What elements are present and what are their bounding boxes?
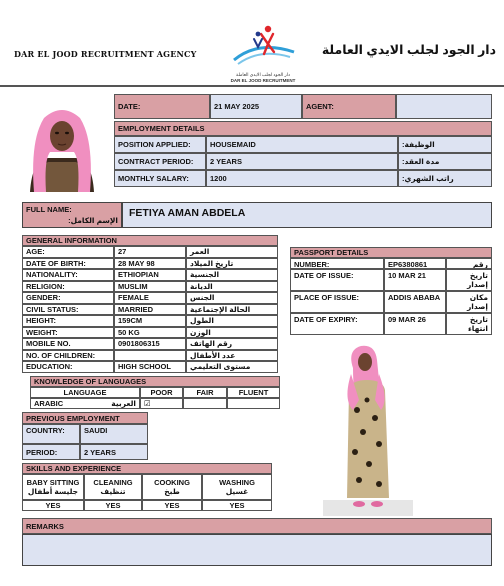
applicant-full-body-photo xyxy=(323,340,413,516)
agent-label: AGENT: xyxy=(302,94,396,119)
general-value-10: HIGH SCHOOL xyxy=(114,361,186,373)
logo-icon xyxy=(228,22,298,66)
general-ar-0: العمر xyxy=(186,246,278,258)
general-label-4: GENDER: xyxy=(22,292,114,304)
passport-label-2: PLACE OF ISSUE: xyxy=(290,291,384,313)
applicant-portrait-photo xyxy=(22,100,102,192)
passport-ar-1: تاريخ إصدار xyxy=(446,269,492,291)
general-ar-7: الوزن xyxy=(186,327,278,339)
passport-ar-0: رقم xyxy=(446,258,492,269)
passport-label-1: DATE OF ISSUE: xyxy=(290,269,384,291)
general-value-2: ETHIOPIAN xyxy=(114,269,186,281)
general-label-2: NATIONALITY: xyxy=(22,269,114,281)
previous-country-value: SAUDI xyxy=(80,424,148,444)
date-value: 21 MAY 2025 xyxy=(210,94,302,119)
passport-value-0: EP6380861 xyxy=(384,258,446,269)
passport-value-1: 10 MAR 21 xyxy=(384,269,446,291)
skill-3 xyxy=(202,474,272,500)
logo-text-en: DAR EL JOOD RECRUITMENT xyxy=(230,78,296,83)
skill-0-en: BABY SITTING xyxy=(26,478,80,487)
language-arabic-fluent xyxy=(227,398,280,409)
general-value-6: 159CM xyxy=(114,315,186,327)
skill-0 xyxy=(22,474,84,500)
employment-label-0: POSITION APPLIED: xyxy=(114,136,206,153)
agency-logo xyxy=(228,22,298,84)
skill-2-value: YES xyxy=(142,500,202,511)
employment-value-2: 1200 xyxy=(206,170,398,187)
general-ar-4: الجنس xyxy=(186,292,278,304)
agent-value xyxy=(396,94,492,119)
general-value-5: MARRIED xyxy=(114,304,186,316)
skill-0-ar: جليسة أطفال xyxy=(27,487,79,496)
passport-ar-2: مكان إصدار xyxy=(446,291,492,313)
header-divider xyxy=(0,85,504,87)
general-ar-8: رقم الهاتف xyxy=(186,338,278,350)
passport-ar-3: تاريخ انتهاء xyxy=(446,313,492,335)
skill-1-value: YES xyxy=(84,500,142,511)
general-label-5: CIVIL STATUS: xyxy=(22,304,114,316)
general-label-10: EDUCATION: xyxy=(22,361,114,373)
general-label-1: DATE OF BIRTH: xyxy=(22,258,114,270)
skill-3-ar: غسيل xyxy=(225,487,249,496)
general-ar-9: عدد الأطفال xyxy=(186,350,278,362)
full-name-label-box xyxy=(22,202,122,228)
language-arabic-en: ARABIC xyxy=(34,399,64,408)
passport-label-3: DATE OF EXPIRY: xyxy=(290,313,384,335)
skills-title: SKILLS AND EXPERIENCE xyxy=(22,463,272,474)
general-label-9: NO. OF CHILDREN: xyxy=(22,350,114,362)
general-value-7: 50 KG xyxy=(114,327,186,339)
languages-header-poor: POOR xyxy=(140,387,183,398)
general-value-9 xyxy=(114,350,186,362)
previous-country-label: COUNTRY: xyxy=(22,424,80,444)
general-value-4: FEMALE xyxy=(114,292,186,304)
employment-ar-2: راتب الشهري: xyxy=(398,170,492,187)
language-arabic-fair xyxy=(183,398,227,409)
general-info-title: GENERAL INFORMATION xyxy=(22,235,278,246)
skill-2 xyxy=(142,474,202,500)
skill-2-ar: طبخ xyxy=(164,487,180,496)
languages-title: KNOWLEDGE OF LANGUAGES xyxy=(30,376,280,387)
general-label-3: RELIGION: xyxy=(22,281,114,293)
employment-ar-1: مدة العقد: xyxy=(398,153,492,170)
employment-details-title: EMPLOYMENT DETAILS xyxy=(114,121,492,136)
general-value-0: 27 xyxy=(114,246,186,258)
skill-1 xyxy=(84,474,142,500)
full-name-value: FETIYA AMAN ABDELA xyxy=(122,202,492,228)
general-label-6: HEIGHT: xyxy=(22,315,114,327)
language-arabic-poor-checkbox[interactable]: ☑ xyxy=(140,398,183,409)
remarks-value xyxy=(22,534,492,566)
agency-name-en: DAR EL JOOD RECRUITMENT AGENCY xyxy=(14,49,197,59)
employment-label-1: CONTRACT PERIOD: xyxy=(114,153,206,170)
general-label-8: MOBILE NO. xyxy=(22,338,114,350)
date-label: DATE: xyxy=(114,94,210,119)
employment-value-1: 2 YEARS xyxy=(206,153,398,170)
passport-details-title: PASSPORT DETAILS xyxy=(290,247,492,258)
languages-header-language: LANGUAGE xyxy=(30,387,140,398)
general-label-0: AGE: xyxy=(22,246,114,258)
employment-ar-0: الوظيفة: xyxy=(398,136,492,153)
general-label-7: WEIGHT: xyxy=(22,327,114,339)
passport-label-0: NUMBER: xyxy=(290,258,384,269)
passport-value-3: 09 MAR 26 xyxy=(384,313,446,335)
general-ar-10: مستوى التعليمي xyxy=(186,361,278,373)
general-value-8: 0901806315 xyxy=(114,338,186,350)
passport-value-2: ADDIS ABABA xyxy=(384,291,446,313)
general-ar-2: الجنسية xyxy=(186,269,278,281)
employment-value-0: HOUSEMAID xyxy=(206,136,398,153)
agency-name-ar: دار الجود لجلب الايدي العاملة xyxy=(321,43,496,57)
skill-3-value: YES xyxy=(202,500,272,511)
general-ar-6: الطول xyxy=(186,315,278,327)
skill-3-en: WASHING xyxy=(219,478,255,487)
skill-1-en: CLEANING xyxy=(93,478,133,487)
remarks-title: REMARKS xyxy=(22,518,492,534)
logo-text-ar: دار الجود لجلب الايدي العاملة xyxy=(236,72,290,77)
skill-0-value: YES xyxy=(22,500,84,511)
language-arabic-ar: العربية xyxy=(111,399,136,408)
full-name-label-en: FULL NAME: xyxy=(26,205,72,214)
previous-period-label: PERIOD: xyxy=(22,444,80,460)
skill-2-en: COOKING xyxy=(154,478,190,487)
general-ar-3: الديانة xyxy=(186,281,278,293)
previous-employment-title: PREVIOUS EMPLOYMENT xyxy=(22,412,148,424)
general-value-3: MUSLIM xyxy=(114,281,186,293)
language-arabic xyxy=(30,398,140,409)
skill-1-ar: تنظيف xyxy=(100,487,126,496)
languages-header-fluent: FLUENT xyxy=(227,387,280,398)
employment-label-2: MONTHLY SALARY: xyxy=(114,170,206,187)
general-ar-1: تاريخ الميلاد xyxy=(186,258,278,270)
previous-period-value: 2 YEARS xyxy=(80,444,148,460)
languages-header-fair: FAIR xyxy=(183,387,227,398)
general-value-1: 28 MAY 98 xyxy=(114,258,186,270)
full-name-label-ar: الإسم الكامل: xyxy=(68,216,118,225)
general-ar-5: الحالة الإجتماعية xyxy=(186,304,278,316)
